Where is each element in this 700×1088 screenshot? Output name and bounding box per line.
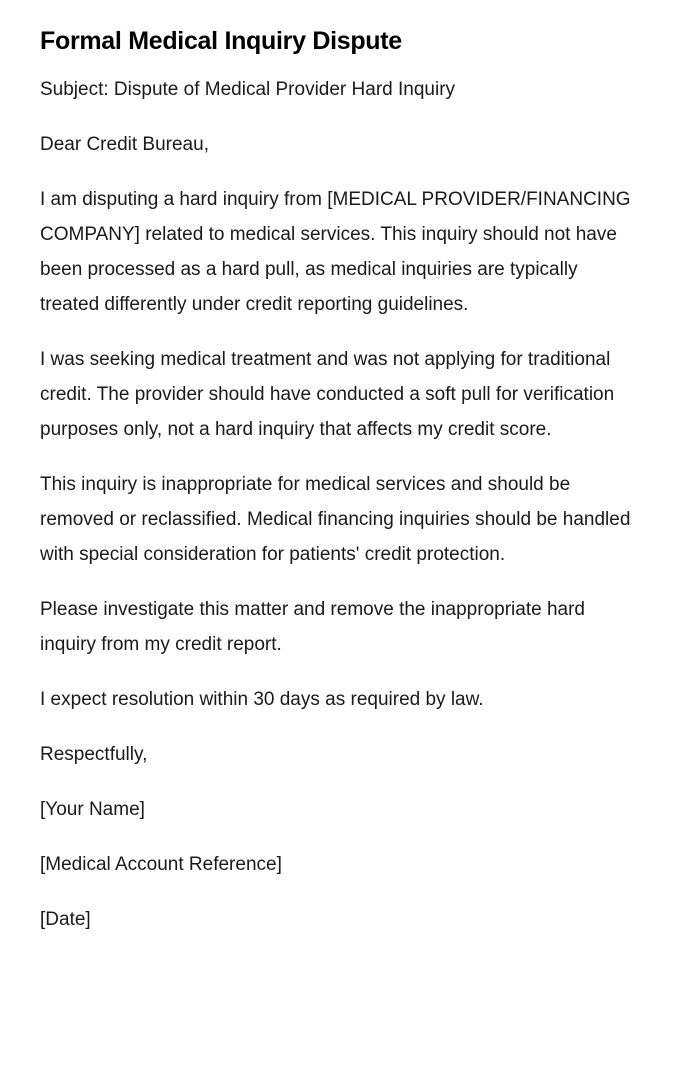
subject-line: Subject: Dispute of Medical Provider Hard Inquiry [40,79,456,100]
body-paragraph-1: I am disputing a hard inquiry from [MEDICAL PROVIDER/FINANCING COMPANY] related to medical services. This inquiry should not have been processed as a hard pull, as medical inquiries are typically treated differently under credit reporting guidelines. [40,189,631,315]
signature-name: [Your Name] [40,799,145,820]
body-paragraph-4: Please investigate this matter and remove the inappropriate hard inquiry from my credit report. [40,599,585,655]
document-title: Formal Medical Inquiry Dispute [40,27,402,55]
body-paragraph-2: I was seeking medical treatment and was not applying for traditional credit. The provider should have conducted a soft pull for verification purposes only, not a hard inquiry that affects my credit score. [40,349,615,440]
account-reference: [Medical Account Reference] [40,854,282,875]
date-line: [Date] [40,909,91,930]
body-paragraph-3: This inquiry is inappropriate for medical services and should be removed or reclassified. Medical financing inquiries should be handled with special consideration for patients' credit protection. [40,474,631,565]
body-paragraph-5: I expect resolution within 30 days as required by law. [40,689,484,710]
closing: Respectfully, [40,744,148,765]
salutation: Dear Credit Bureau, [40,134,209,155]
